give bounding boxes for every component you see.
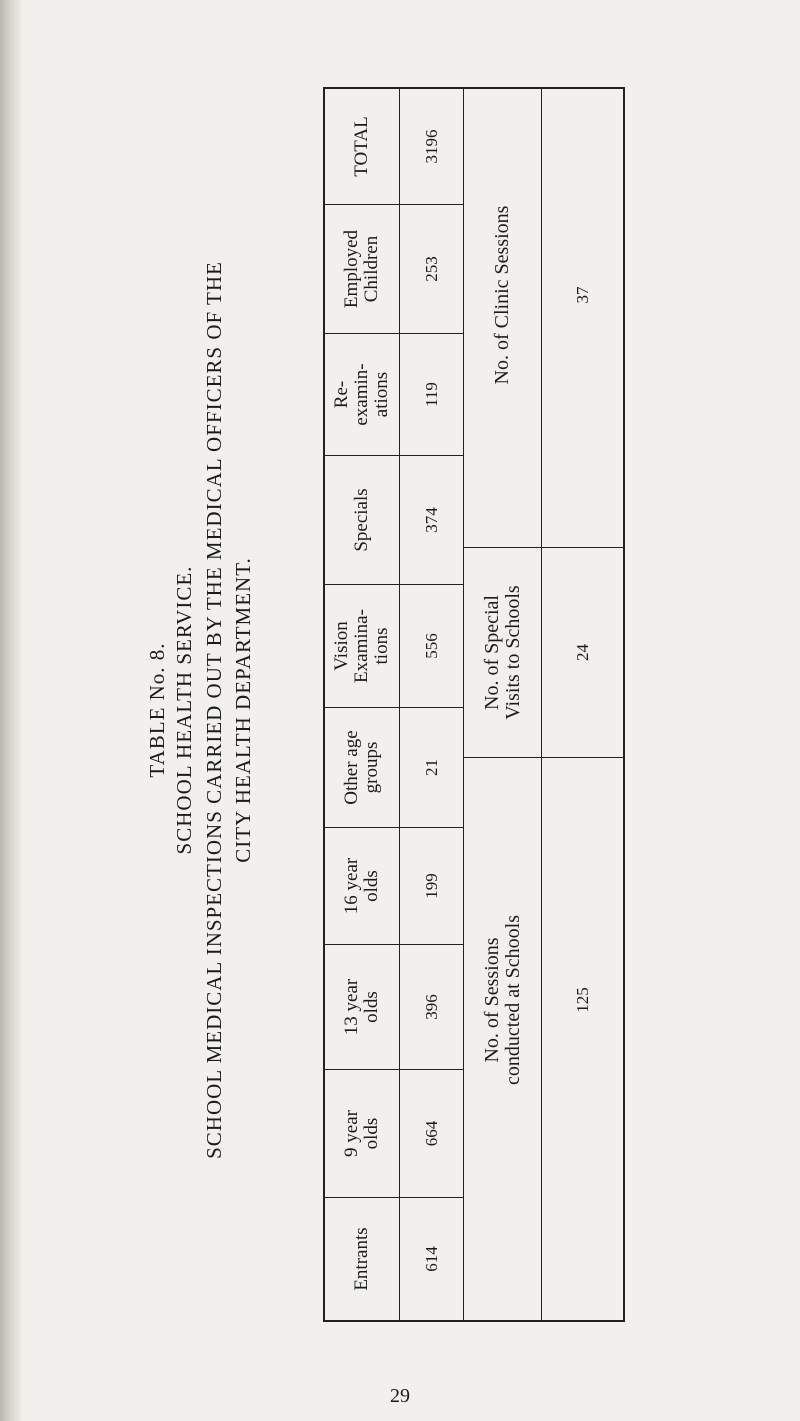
- rotated-page: [30, 60, 770, 1360]
- service-title: SCHOOL HEALTH SERVICE.: [172, 565, 196, 855]
- value-other-age-groups: 21: [421, 759, 441, 776]
- header-specials: Specials: [351, 488, 373, 552]
- header-total: TOTAL: [351, 116, 373, 177]
- value-16-year-olds: 199: [421, 873, 441, 899]
- table-border-left: [323, 1320, 625, 1322]
- header-13-year-olds: 13 year olds: [341, 978, 382, 1036]
- header-employed-children: Employed Children: [341, 229, 382, 309]
- table-number: TABLE No. 8.: [145, 642, 169, 778]
- header-16-year-olds: 16 year olds: [341, 857, 382, 915]
- label-clinic-sessions: No. of Clinic Sessions: [491, 205, 513, 385]
- value-vision-examinations: 556: [421, 633, 441, 659]
- value-entrants: 614: [421, 1246, 441, 1272]
- value-9-year-olds: 664: [421, 1120, 441, 1147]
- label-sessions-at-schools: No. of Sessions conducted at Schools: [480, 915, 524, 1085]
- header-9-year-olds: 9 year olds: [341, 1110, 382, 1157]
- table-title-line1: SCHOOL MEDICAL INSPECTIONS CARRIED OUT BY THE MEDICAL OFFICERS OF THE: [202, 261, 226, 1159]
- binding-shadow: [0, 0, 22, 1421]
- value-specials: 374: [421, 507, 441, 533]
- label-special-visits: No. of Special Visits to Schools: [480, 585, 524, 720]
- page-number: 29: [390, 1385, 410, 1407]
- session-sep: [463, 547, 623, 548]
- table-border-bottom: [623, 87, 625, 1322]
- table-title-line2: CITY HEALTH DEPARTMENT.: [231, 557, 255, 863]
- value-total: 3196: [421, 129, 441, 164]
- value-special-visits: 24: [572, 644, 592, 661]
- value-sessions-at-schools: 125: [572, 987, 592, 1013]
- value-clinic-sessions: 37: [572, 286, 592, 304]
- header-re-examinations: Re-examin-ations: [331, 363, 392, 426]
- header-entrants: Entrants: [351, 1227, 373, 1291]
- header-vision-examinations: Vision Examina-tions: [331, 609, 392, 683]
- inspections-table: [30, 60, 770, 1360]
- value-re-examinations: 119: [421, 382, 441, 407]
- header-other-age-groups: Other age groups: [341, 730, 382, 805]
- value-employed-children: 253: [421, 256, 441, 282]
- session-sep: [463, 757, 623, 758]
- value-13-year-olds: 396: [421, 994, 441, 1020]
